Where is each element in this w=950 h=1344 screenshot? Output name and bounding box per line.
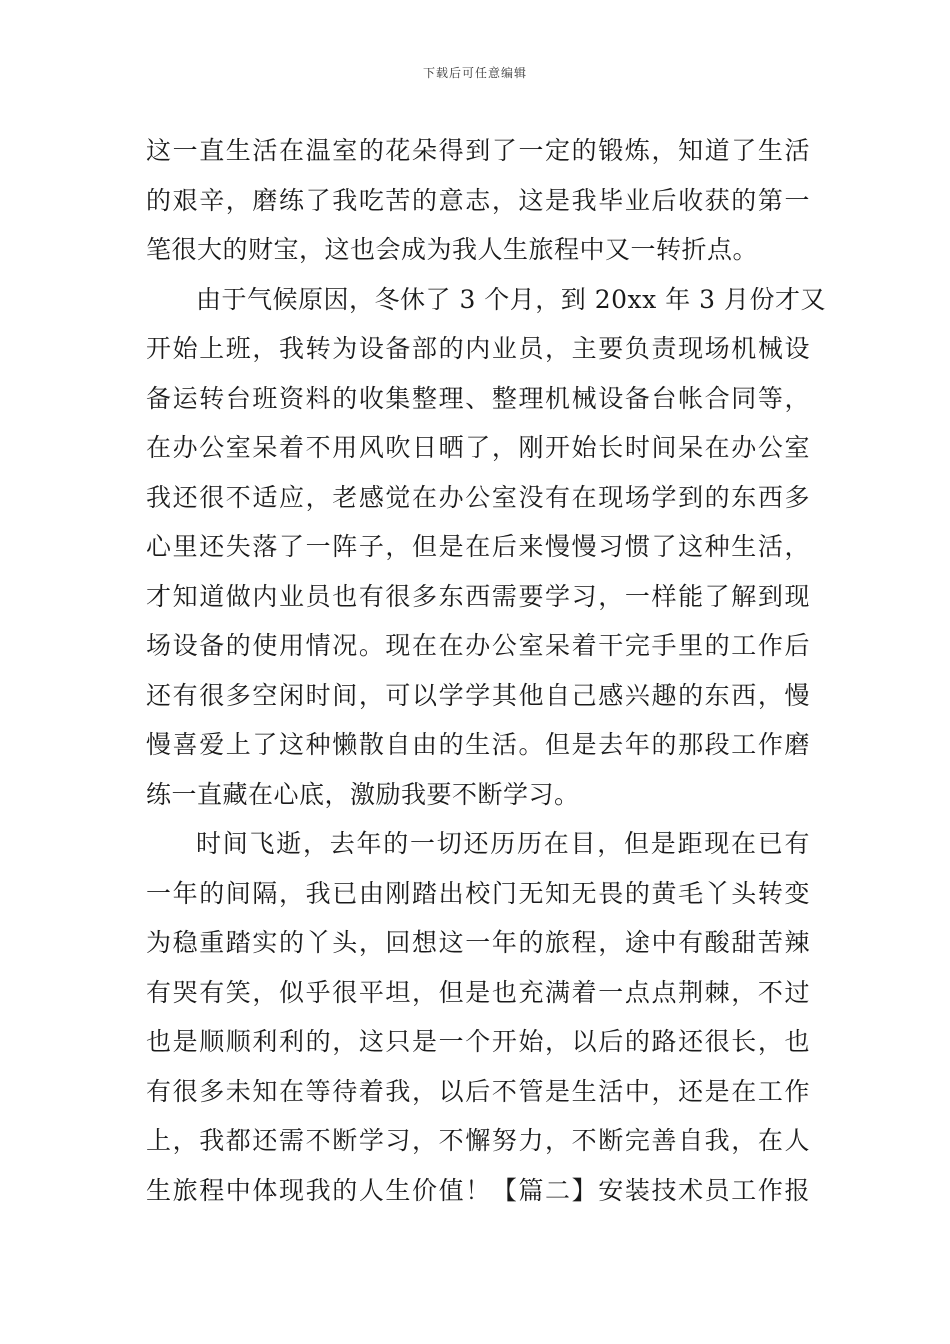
text-line: 心里还失落了一阵子，但是在后来慢慢习惯了这种生活， (146, 532, 810, 561)
text-line: 在办公室呆着不用风吹日晒了，刚开始长时间呆在办公室 (146, 433, 810, 462)
text-line: 我还很不适应，老感觉在办公室没有在现场学到的东西多 (146, 482, 810, 512)
paragraph-2 (146, 275, 827, 820)
text-line: 上，我都还需不断学习，不懈努力，不断完善自我，在人 (146, 1126, 810, 1155)
text-line: 生旅程中体现我的人生价值！【篇二】安装技术员工作报 (146, 1175, 810, 1205)
paragraph-1 (146, 126, 810, 275)
text-line: 也是顺顺利利的，这只是一个开始，以后的路还很长，也 (146, 1027, 810, 1056)
paragraph-3 (146, 819, 810, 1215)
text-line: 慢喜爱上了这种懒散自由的生活。但是去年的那段工作磨 (146, 730, 810, 759)
text-line: 备运转台班资料的收集整理、整理机械设备台帐合同等， (146, 383, 810, 413)
text-line: 开始上班，我转为设备部的内业员，主要负责现场机械设 (146, 334, 810, 363)
text-line: 时间飞逝，去年的一切还历历在目，但是距现在已有 (196, 829, 810, 858)
document-body (146, 126, 827, 1215)
text-line: 的艰辛，磨练了我吃苦的意志，这是我毕业后收获的第一 (146, 185, 810, 215)
page-header: 下载后可任意编辑 (422, 66, 527, 80)
text-line: 还有很多空闲时间，可以学学其他自己感兴趣的东西，慢 (146, 680, 810, 710)
text-line: 练一直藏在心底，激励我要不断学习。 (146, 779, 580, 809)
text-line: 有哭有笑，似乎很平坦，但是也充满着一点点荆棘，不过 (146, 977, 810, 1007)
text-line: 场设备的使用情况。现在在办公室呆着干完手里的工作后 (146, 631, 810, 660)
text-line: 才知道做内业员也有很多东西需要学习，一样能了解到现 (146, 581, 810, 611)
text-line: 为稳重踏实的丫头，回想这一年的旅程，途中有酸甜苦辣 (146, 928, 810, 957)
text-line: 由于气候原因，冬休了 3 个月，到 20xx 年 3 月份才又 (196, 284, 827, 314)
text-line: 这一直生活在温室的花朵得到了一定的锻炼，知道了生活 (146, 136, 810, 165)
text-line: 笔很大的财宝，这也会成为我人生旅程中又一转折点。 (146, 235, 759, 264)
text-line: 一年的间隔，我已由刚踏出校门无知无畏的黄毛丫头转变 (146, 878, 810, 908)
text-line: 有很多未知在等待着我，以后不管是生活中，还是在工作 (146, 1076, 810, 1106)
